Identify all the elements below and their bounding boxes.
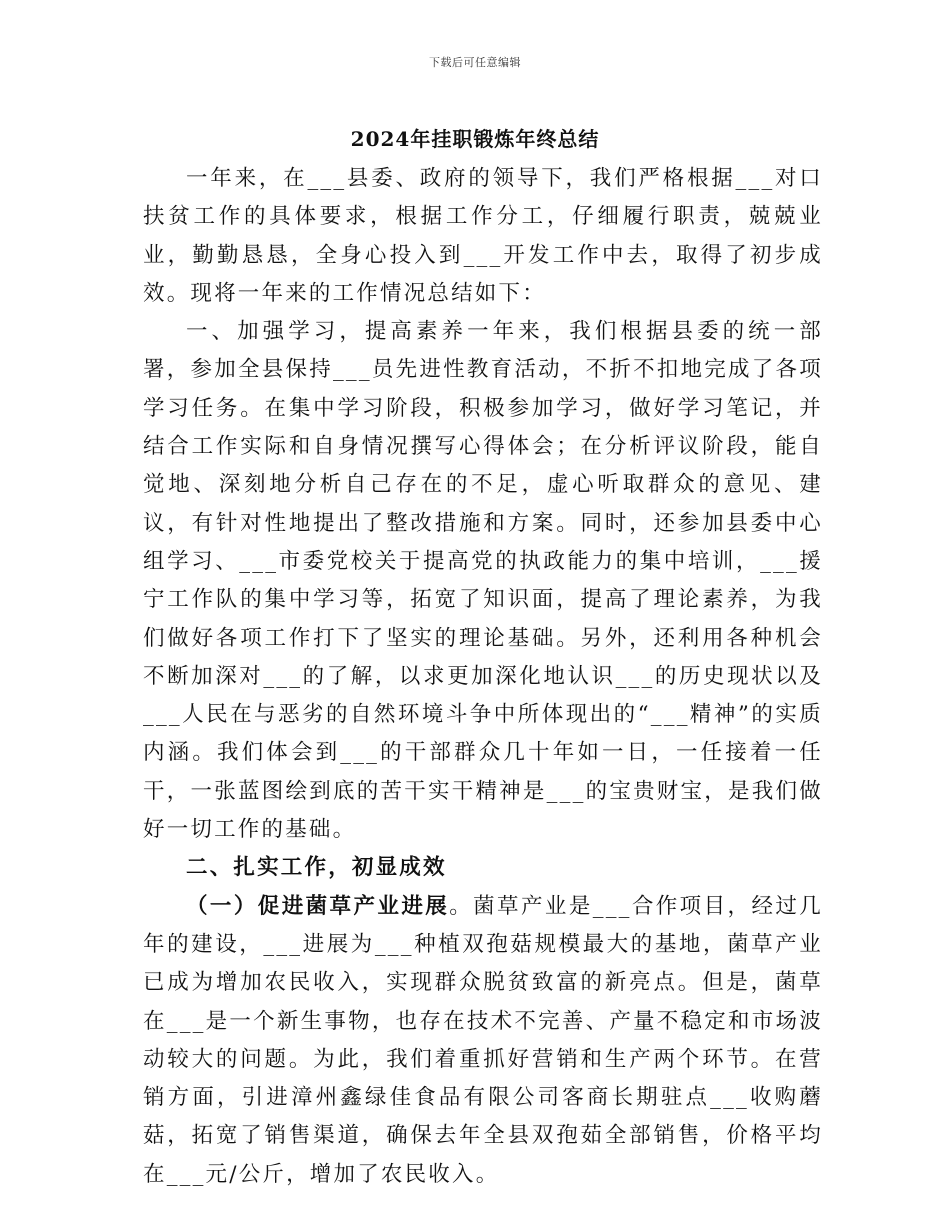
paragraph-intro: 一年来，在___县委、政府的领导下，我们严格根据___对口扶贫工作的具体要求，根据工作分工，仔细履行职责，兢兢业业，勤勤恳恳，全身心投入到___开发工作中去，取得了初步成效。现将一年来的工作情况总结如下： — [143, 166, 823, 306]
paragraph-mushroom-lead: （一）促进菌草产业进展 — [186, 893, 450, 919]
header-note: 下载后可任意编辑 — [429, 56, 521, 69]
document-title: 2024年挂职锻炼年终总结 — [350, 127, 600, 151]
paragraph-mushroom-text: 。菌草产业是___合作项目，经过几年的建设，___进展为___种植双孢菇规模最大的基地，菌草产业已成为增加农民收入，实现群众脱贫致富的新亮点。但是，菌草在___是一个新生事物，也存在技术不完善、产量不稳定和市场波动较大的问题。为此，我们着重抓好营销和生产两个环节。在营销方面，引进漳州鑫绿佳食品有限公司客商长期驻点___收购蘑菇，拓宽了销售渠道，确保去年全县双孢茹全部销售，价格平均在___元/公斤，增加了农民收入。 — [143, 893, 823, 1187]
paragraph-study: 一、加强学习，提高素养一年来，我们根据县委的统一部署，参加全县保持___员先进性教育活动，不折不扣地完成了各项学习任务。在集中学习阶段，积极参加学习，做好学习笔记，并结合工作实际和自身情况撰写心得体会；在分析评议阶段，能自觉地、深刻地分析自己存在的不足，虚心听取群众的意见、建议，有针对性地提出了整改措施和方案。同时，还参加县委中心组学习、___市委党校关于提高党的执政能力的集中培训，___援宁工作队的集中学习等，拓宽了知识面，提高了理论素养，为我们做好各项工作打下了坚实的理论基础。另外，还利用各种机会不断加深对___的了解，以求更加深化地认识___的历史现状以及___人民在与恶劣的自然环境斗争中所体现出的“___精神”的实质内涵。我们体会到___的干部群众几十年如一日，一任接着一任干，一张蓝图绘到底的苦干实干精神是___的宝贵财宝，是我们做好一切工作的基础。 — [143, 319, 823, 843]
document-body — [143, 160, 823, 1194]
section-heading-2: 二、扎实工作，初显成效 — [186, 855, 447, 881]
paragraph-mushroom — [143, 888, 823, 1194]
